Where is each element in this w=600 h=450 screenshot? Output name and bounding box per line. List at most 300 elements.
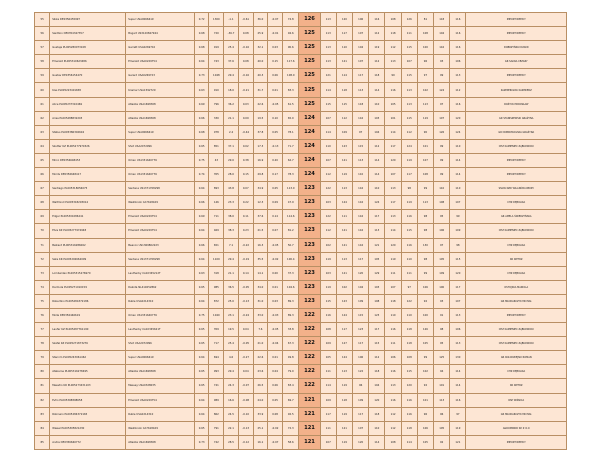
cell-s9: 113 [450, 337, 466, 351]
cell-c4: -0.12 [238, 435, 253, 449]
cell-c5: 16.9 [253, 153, 267, 167]
cell-s3: 120 [353, 266, 369, 280]
cell-s1: 109 [320, 393, 336, 407]
ranking-sheet [34, 12, 567, 450]
sire-cell: Beacon US1369802223 [126, 238, 195, 252]
cell-s1: 111 [320, 421, 336, 435]
table-row [35, 13, 567, 27]
cell-s3: 116 [353, 210, 369, 224]
cell-c4: -0.24 [238, 308, 253, 322]
cell-c5: 26.5 [253, 379, 267, 393]
table-row [35, 27, 567, 41]
cell-c1: 0.64 [195, 55, 209, 69]
owner-cell: IMPORT NIEMCY [466, 308, 567, 322]
bull-name-cell: Lombarden PL005315276970 [50, 266, 126, 280]
cell-s4: 114 [369, 153, 385, 167]
bull-name-cell: Siedtion DE0354347357 [50, 27, 126, 41]
bull-name-cell: Elvis KZ PL005277974948 [50, 224, 126, 238]
table-row [35, 196, 567, 210]
cell-s8: 99 [434, 153, 450, 167]
cell-c3: -36.7 [224, 27, 238, 41]
cell-c1: 0.64 [195, 182, 209, 196]
bull-name-cell: Molle DE0356446619 [50, 308, 126, 322]
cell-s3: 116 [353, 224, 369, 238]
cell-c5: 31.7 [253, 83, 267, 97]
bull-name-cell: Evho PL005308898658 [50, 393, 126, 407]
table-row [35, 111, 567, 125]
cell-s6: 113 [401, 97, 417, 111]
cell-c6: 0.00 [267, 266, 282, 280]
rank-cell: 66 [35, 168, 50, 182]
owner-cell: CHZ KAMIENIEC ZĄBKOWICKI [466, 323, 567, 337]
owner-cell: CHZ DĘBOLIKA [466, 266, 567, 280]
cell-s9: 114 [450, 168, 466, 182]
bull-name-cell: Salis KR PL005292662009 [50, 252, 126, 266]
cell-s1: 108 [320, 323, 336, 337]
cell-c7: 61.5 [283, 97, 299, 111]
cell-s8: 95 [434, 337, 450, 351]
cell-s6: 107 [401, 55, 417, 69]
rank-cell: 74 [35, 280, 50, 294]
cell-s4: 112 [369, 139, 385, 153]
cell-c1: 0.68 [195, 41, 209, 55]
bull-name-cell: Gustaja PL005280073108 [50, 41, 126, 55]
cell-s9: 114 [450, 365, 466, 379]
sire-cell: Atlastia USA1698308 [126, 111, 195, 125]
cell-s3: 109 [353, 294, 369, 308]
sire-cell: Santana US1371708298 [126, 252, 195, 266]
cell-s8: 97 [434, 97, 450, 111]
cell-s2: 115 [336, 97, 352, 111]
rank-cell: 65 [35, 153, 50, 167]
cell-c5: 37.8 [253, 125, 267, 139]
owner-cell: CHZ KAMIENIEC ZĄBKOWICKI [466, 139, 567, 153]
cell-c4: 0.22 [238, 196, 253, 210]
cell-c2: 720 [209, 27, 224, 41]
cell-c2: 743 [209, 55, 224, 69]
cell-c1: 0.65 [195, 365, 209, 379]
cell-c7: 108.0 [283, 69, 299, 83]
cell-s6: 115 [401, 111, 417, 125]
cell-s1: 116 [320, 308, 336, 322]
bull-name-cell: Laufer KZ PL005287761190 [50, 323, 126, 337]
table-body [35, 13, 567, 450]
cell-c4: -0.22 [238, 238, 253, 252]
cell-s5: 114 [385, 125, 401, 139]
sire-cell: Emerald USA0229754 [126, 210, 195, 224]
cell-c5: 22.6 [253, 97, 267, 111]
cell-s7: 99 [417, 182, 433, 196]
cell-s7: 96 [417, 407, 433, 421]
cell-s9: 116 [450, 41, 466, 55]
cell-s9: 115 [450, 252, 466, 266]
cell-s2: 119 [336, 379, 352, 393]
cell-s4: 118 [369, 365, 385, 379]
cell-c4: -0.16 [238, 41, 253, 55]
cell-s1: 110 [320, 139, 336, 153]
rank-cell: 75 [35, 294, 50, 308]
cell-s5: 113 [385, 379, 401, 393]
cell-c5: 21.0 [253, 337, 267, 351]
bull-name-cell: Kiss PL005223401658 [50, 83, 126, 97]
cell-s5: 107 [385, 280, 401, 294]
index-score-cell: 122 [299, 379, 320, 393]
cell-c5: 29.8 [253, 168, 267, 182]
cell-s2: 118 [336, 393, 352, 407]
cell-c1: 0.65 [195, 139, 209, 153]
cell-c2: 993 [209, 365, 224, 379]
table-row [35, 139, 567, 153]
bull-name-cell: Skutter KZ PL005277974526 [50, 139, 126, 153]
cell-s4: 110 [369, 182, 385, 196]
index-score-cell: 124 [299, 125, 320, 139]
cell-c3: 19.5 [224, 323, 238, 337]
cell-c7: 78.1 [283, 125, 299, 139]
cell-s1: 113 [320, 55, 336, 69]
cell-c4: -0.07 [238, 379, 253, 393]
cell-s7: 96 [417, 55, 433, 69]
cell-c3: 29.4 [224, 69, 238, 83]
cell-s7: 108 [417, 27, 433, 41]
cell-s4: 121 [369, 238, 385, 252]
cell-s8: 109 [434, 266, 450, 280]
cell-s9: 116 [450, 97, 466, 111]
sire-cell: Lautherby CA10345621T [126, 323, 195, 337]
cell-c3: 29.0 [224, 153, 238, 167]
cell-s1: 113 [320, 41, 336, 55]
cell-c7: 65.0 [283, 111, 299, 125]
cell-s9: 121 [450, 435, 466, 449]
cell-s5: 120 [385, 238, 401, 252]
rank-cell: 58 [35, 55, 50, 69]
cell-c5: 22.6 [253, 351, 267, 365]
cell-c7: 117.6 [283, 55, 299, 69]
index-score-cell: 125 [299, 41, 320, 55]
cell-s1: 114 [320, 83, 336, 97]
cell-c6: 0.01 [267, 280, 282, 294]
cell-s8: 126 [434, 125, 450, 139]
cell-s8: 96 [434, 407, 450, 421]
rank-cell: 76 [35, 308, 50, 322]
cell-s9: 99 [450, 210, 466, 224]
sire-cell: Bogart US3120847944 [126, 27, 195, 41]
cell-s5: 112 [385, 421, 401, 435]
cell-c3: 24.5 [224, 407, 238, 421]
cell-s8: 107 [434, 111, 450, 125]
cell-s1: 105 [320, 351, 336, 365]
table-row [35, 379, 567, 393]
cell-c4: -0.08 [238, 393, 253, 407]
table-row [35, 210, 567, 224]
cell-s3: 117 [353, 252, 369, 266]
bull-name-cell: Robinaro PL005284372165 [50, 407, 126, 421]
cell-s4: 114 [369, 168, 385, 182]
cell-c7: 113.0 [283, 182, 299, 196]
cell-s6: 112 [401, 125, 417, 139]
rank-cell: 78 [35, 337, 50, 351]
sire-cell: Shot USA2072996 [126, 139, 195, 153]
cell-s6: 118 [401, 421, 417, 435]
cell-s1: 112 [320, 224, 336, 238]
cell-s4: 103 [369, 111, 385, 125]
cell-c7: 89.3 [283, 294, 299, 308]
cell-c5: 40.0 [253, 55, 267, 69]
index-score-cell: 121 [299, 435, 320, 449]
sire-cell: Super USA0066619 [126, 351, 195, 365]
cell-c7: 100.4 [283, 252, 299, 266]
bull-name-cell: Santiago PL005318056075 [50, 182, 126, 196]
cell-c7: 94.6 [283, 27, 299, 41]
cell-c7: 67.3 [283, 337, 299, 351]
cell-c2: 1109 [209, 252, 224, 266]
rank-cell: 68 [35, 196, 50, 210]
cell-s4: 117 [369, 323, 385, 337]
cell-c3: 4.6 [224, 351, 238, 365]
cell-s5: 117 [385, 196, 401, 210]
cell-c2: 1040 [209, 308, 224, 322]
cell-s3: 116 [353, 238, 369, 252]
cell-c4: 0.38 [238, 153, 253, 167]
table-row [35, 252, 567, 266]
cell-c3: 25.4 [224, 41, 238, 55]
cell-c6: -0.01 [267, 27, 282, 41]
cell-c5: 12.3 [253, 196, 267, 210]
cell-s6: 122 [401, 294, 417, 308]
owner-cell: KR KIETRZ [466, 379, 567, 393]
cell-c1: 0.69 [195, 210, 209, 224]
cell-s6: 126 [401, 13, 417, 27]
cell-s5: 112 [385, 407, 401, 421]
cell-s6: 111 [401, 27, 417, 41]
cell-c6: -0.05 [267, 323, 282, 337]
cell-c7: 92.5 [283, 407, 299, 421]
cell-s3: 123 [353, 323, 369, 337]
owner-cell: CHZ DĘBOLIKA [466, 238, 567, 252]
bull-name-cell: Gustav DE0356154470 [50, 69, 126, 83]
cell-c1: 0.68 [195, 27, 209, 41]
sire-cell: Super USA0066619 [126, 125, 195, 139]
cell-s2: 123 [336, 139, 352, 153]
owner-cell: GR MŁODARCZYK MICHAŁ [466, 407, 567, 421]
rank-cell: 72 [35, 252, 50, 266]
owner-cell: GR MŁODARCZYK MICHAŁ [466, 294, 567, 308]
cell-c2: 872 [209, 294, 224, 308]
cell-s7: 108 [417, 168, 433, 182]
cell-c2: 978 [209, 125, 224, 139]
cell-s6: 110 [401, 308, 417, 322]
cell-s8: 93 [434, 294, 450, 308]
cell-c6: 0.15 [267, 55, 282, 69]
owner-cell: IMPORT NIEMCY [466, 153, 567, 167]
owner-cell: CHZ KAMIENIEC ZĄBKOWICKI [466, 337, 567, 351]
cell-c1: 0.74 [195, 168, 209, 182]
cell-s9: 110 [450, 182, 466, 196]
rank-cell: 82 [35, 393, 50, 407]
cell-c6: -0.02 [267, 421, 282, 435]
cell-c1: 0.65 [195, 323, 209, 337]
cell-s9: 107 [450, 294, 466, 308]
index-score-cell: 124 [299, 111, 320, 125]
cell-c5: 14.1 [253, 266, 267, 280]
index-score-cell: 123 [299, 280, 320, 294]
cell-s8: 104 [434, 27, 450, 41]
cell-s2: 118 [336, 83, 352, 97]
bull-name-cell: Mords DE0356648417 [50, 168, 126, 182]
owner-cell: IMPORT NIEMCY [466, 168, 567, 182]
cell-s8: 116 [434, 41, 450, 55]
cell-c6: 0.20 [267, 153, 282, 167]
cell-s3: 115 [353, 308, 369, 322]
cell-c2: 355 [209, 168, 224, 182]
cell-s8: 92 [434, 435, 450, 449]
cell-c1: 0.64 [195, 351, 209, 365]
table-row [35, 323, 567, 337]
cell-s6: 116 [401, 210, 417, 224]
cell-c6: -0.04 [267, 337, 282, 351]
cell-s4: 108 [369, 294, 385, 308]
cell-s3: 109 [353, 393, 369, 407]
cell-s4: 123 [369, 308, 385, 322]
cell-s7: 105 [417, 435, 433, 449]
bull-name-cell: Sikka DE0356455997 [50, 13, 126, 27]
cell-s9: 120 [450, 266, 466, 280]
index-score-cell: 122 [299, 323, 320, 337]
cell-s3: 116 [353, 182, 369, 196]
cell-s6: 98 [401, 182, 417, 196]
sire-cell: Massey USA0328035 [126, 379, 195, 393]
cell-s7: 113 [417, 196, 433, 210]
sire-cell: Garrett USA0269710 [126, 41, 195, 55]
cell-s4: 110 [369, 97, 385, 111]
cell-s7: 98 [417, 224, 433, 238]
cell-s9: 119 [450, 421, 466, 435]
owner-cell: GR STANISZEWSKI GRAŻYNA [466, 111, 567, 125]
cell-s3: 117 [353, 407, 369, 421]
cell-c4: -0.05 [238, 280, 253, 294]
table-row [35, 224, 567, 238]
cell-s5: 113 [385, 55, 401, 69]
cell-s2: 124 [336, 308, 352, 322]
cell-s4: 104 [369, 379, 385, 393]
cell-s6: 110 [401, 252, 417, 266]
cell-c7: 47.9 [283, 196, 299, 210]
table-row [35, 393, 567, 407]
cell-s3: 106 [353, 13, 369, 27]
cell-s7: 105 [417, 337, 433, 351]
cell-s1: 113 [320, 13, 336, 27]
cell-s8: 125 [434, 351, 450, 365]
cell-c7: 83.4 [283, 379, 299, 393]
cell-s4: 115 [369, 337, 385, 351]
cell-s3: 115 [353, 139, 369, 153]
cell-s8: 118 [434, 13, 450, 27]
index-score-cell: 123 [299, 266, 320, 280]
index-score-cell: 121 [299, 393, 320, 407]
cell-s9: 120 [450, 111, 466, 125]
bull-name-cell: Wiesel PL005305821230 [50, 421, 126, 435]
cell-s5: 99 [385, 69, 401, 83]
cell-s7: 81 [417, 13, 433, 27]
cell-s9: 114 [450, 379, 466, 393]
cell-c4: 0.09 [238, 111, 253, 125]
index-score-cell: 121 [299, 421, 320, 435]
cell-s1: 114 [320, 379, 336, 393]
cell-c1: 0.75 [195, 308, 209, 322]
sire-cell: Dakota NL419252862 [126, 280, 195, 294]
table-row [35, 83, 567, 97]
rank-cell: 71 [35, 238, 50, 252]
cell-c5: 36.0 [253, 13, 267, 27]
cell-c5: 33.9 [253, 407, 267, 421]
rank-cell: 59 [35, 69, 50, 83]
cell-c4: 0.02 [238, 139, 253, 153]
cell-c6: 0.03 [267, 41, 282, 55]
cell-c2: 796 [209, 97, 224, 111]
cell-s9: 113 [450, 69, 466, 83]
cell-s8: 110 [434, 182, 450, 196]
sire-cell: Omen US1331640776 [126, 168, 195, 182]
owner-cell: CHZ DĘBOLIKA [466, 365, 567, 379]
cell-s8: 94 [434, 365, 450, 379]
cell-s2: 117 [336, 323, 352, 337]
cell-c7: 81.2 [283, 224, 299, 238]
cell-s2: 121 [336, 55, 352, 69]
rank-cell: 56 [35, 27, 50, 41]
owner-cell: IMPORT NIEMCY [466, 69, 567, 83]
cell-c5: 34.0 [253, 280, 267, 294]
cell-s3: 118 [353, 97, 369, 111]
cell-s9: 116 [450, 13, 466, 27]
cell-s2: 121 [336, 421, 352, 435]
cell-c4: 0.08 [238, 55, 253, 69]
cell-c3: 28.0 [224, 168, 238, 182]
cell-c1: 0.64 [195, 224, 209, 238]
cell-s1: 122 [320, 210, 336, 224]
index-score-cell: 123 [299, 238, 320, 252]
cell-s2: 123 [336, 294, 352, 308]
cell-c6: -0.07 [267, 13, 282, 27]
cell-s4: 120 [369, 393, 385, 407]
cell-s8: 124 [434, 83, 450, 97]
index-score-cell: 123 [299, 252, 320, 266]
cell-s4: 110 [369, 421, 385, 435]
cell-s3: 96 [353, 379, 369, 393]
cell-c7: 78.3 [283, 168, 299, 182]
cell-s1: 119 [320, 252, 336, 266]
index-score-cell: 122 [299, 351, 320, 365]
cell-s6: 116 [401, 407, 417, 421]
cell-s6: 118 [401, 337, 417, 351]
cell-c6: 0.08 [267, 407, 282, 421]
cell-c1: 0.66 [195, 196, 209, 210]
cell-s5: 116 [385, 323, 401, 337]
cell-c5: 32.1 [253, 41, 267, 55]
table-row [35, 308, 567, 322]
cell-s6: 124 [401, 139, 417, 153]
cell-s7: 100 [417, 308, 433, 322]
cell-c1: 0.64 [195, 407, 209, 421]
sire-cell: Atlastia USA1698308 [126, 435, 195, 449]
sire-cell: Ruble USA0214310 [126, 294, 195, 308]
cell-c2: 910 [209, 83, 224, 97]
rank-cell: 60 [35, 83, 50, 97]
cell-c3: 16.6 [224, 393, 238, 407]
bull-ranking-table [34, 12, 567, 450]
table-row [35, 266, 567, 280]
cell-c4: -0.05 [238, 337, 253, 351]
cell-s6: 116 [401, 238, 417, 252]
cell-c1: 0.64 [195, 393, 209, 407]
